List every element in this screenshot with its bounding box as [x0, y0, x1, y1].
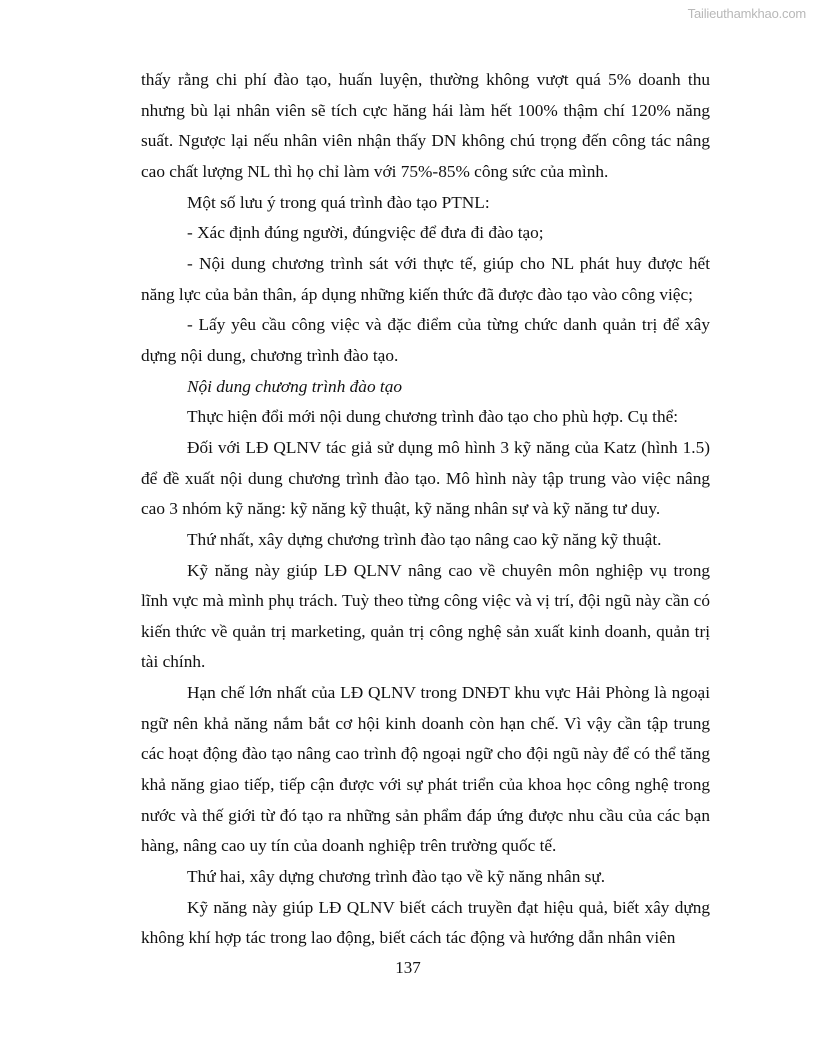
paragraph-continuation: thấy rằng chi phí đào tạo, huấn luyện, thường không vượt quá 5% doanh thu nhưng bù lại nhân viên sẽ tích cực hăng hái làm hết 100% thậm chí 120% năng suất. Ngược lại nếu nhân viên nhận thấy DN không chú trọng đến công tác nâng cao chất lượng NL thì họ chỉ làm với 75%-85% công sức của mình.: [141, 70, 710, 181]
paragraph-foreign-language: Hạn chế lớn nhất của LĐ QLNV trong DNĐT khu vực Hải Phòng là ngoại ngữ nên khả năng nắm bắt cơ hội kinh doanh còn hạn chế. Vì vậy cần tập trung các hoạt động đào tạo nâng cao trình độ ngoại ngữ cho đội ngũ này để có thể tăng khả năng giao tiếp, tiếp cận được với sự phát triển của khoa học công nghệ trong nước và thế giới từ đó tạo ra những sản phẩm đáp ứng được nhu cầu của các bạn hàng, nâng cao uy tín của doanh nghiệp trên trường quốc tế.: [141, 683, 710, 856]
document-body: [141, 65, 710, 954]
paragraph-first-technical-skills: Thứ nhất, xây dựng chương trình đào tạo nâng cao kỹ năng kỹ thuật.: [187, 529, 662, 549]
watermark: Tailieuthamkhao.com: [687, 6, 806, 21]
paragraph-notes-intro: Một số lưu ý trong quá trình đào tạo PTNL:: [187, 192, 490, 212]
list-item-job-requirements: - Lấy yêu cầu công việc và đặc điểm của từng chức danh quản trị để xây dựng nội dung, chương trình đào tạo.: [141, 315, 710, 365]
section-heading-training-content: Nội dung chương trình đào tạo: [187, 376, 402, 396]
page-number: 137: [395, 958, 421, 977]
list-item-content-practical: - Nội dung chương trình sát với thực tế, giúp cho NL phát huy được hết năng lực của bản thân, áp dụng những kiến thức đã được đào tạo vào công việc;: [141, 253, 710, 304]
paragraph-second-human-skills: Thứ hai, xây dựng chương trình đào tạo về kỹ năng nhân sự.: [187, 867, 606, 887]
paragraph-technical-skills-detail: Kỹ năng này giúp LĐ QLNV nâng cao về chuyên môn nghiệp vụ trong lĩnh vực mà mình phụ trách. Tuỳ theo từng công việc và vị trí, đội ngũ này cần có kiến thức về quản trị marketing, quản trị công nghệ sản xuất kinh doanh, quản trị tài chính.: [141, 560, 710, 672]
paragraph-human-skills-detail: Kỹ năng này giúp LĐ QLNV biết cách truyền đạt hiệu quả, biết xây dựng không khí hợp tác trong lao động, biết cách tác động và hướng dẫn nhân viên: [141, 897, 710, 948]
paragraph-katz-model: Đối với LĐ QLNV tác giả sử dụng mô hình 3 kỹ năng của Katz (hình 1.5) để đề xuất nội dung chương trình đào tạo. Mô hình này tập trung vào việc nâng cao 3 nhóm kỹ năng: kỹ năng kỹ thuật, kỹ năng nhân sự và kỹ năng tư duy.: [141, 437, 710, 519]
list-item-right-person: - Xác định đúng người, đúngviệc để đưa đi đào tạo;: [187, 223, 544, 243]
paragraph-innovation: Thực hiện đổi mới nội dung chương trình đào tạo cho phù hợp. Cụ thể:: [187, 407, 679, 427]
